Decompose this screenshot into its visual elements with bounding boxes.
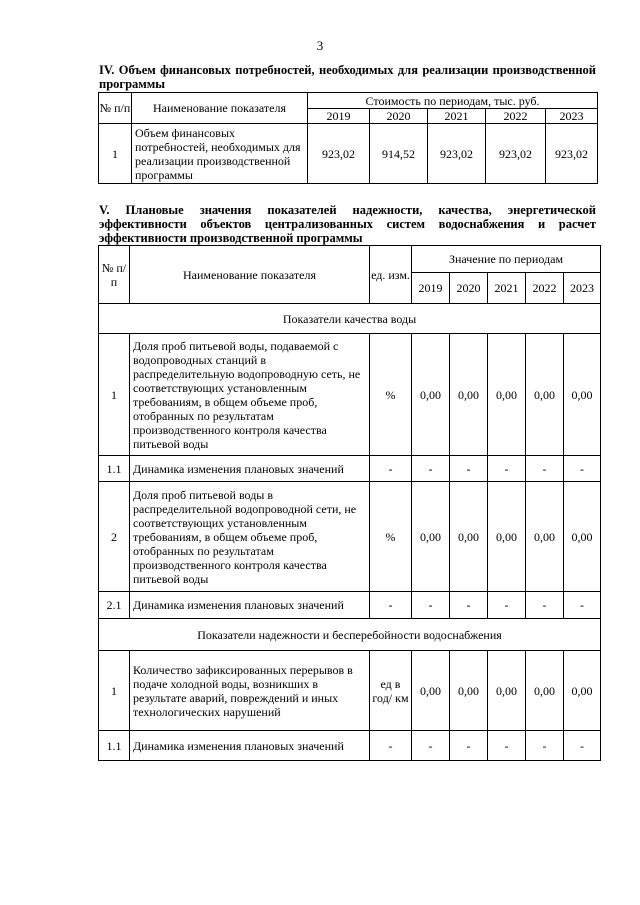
header-cost: Стоимость по периодам, тыс. руб.	[308, 93, 598, 109]
row-num: 1.1	[99, 731, 130, 761]
row-value: 0,00	[412, 651, 450, 731]
table-row	[99, 334, 601, 456]
row-unit: -	[370, 592, 412, 619]
row-value: -	[526, 456, 564, 482]
row-value: 0,00	[564, 334, 601, 456]
row-num: 1	[99, 124, 132, 184]
row-value: -	[564, 592, 601, 619]
row-name: Динамика изменения плановых значений	[130, 592, 370, 619]
row-value: 0,00	[526, 482, 564, 592]
header-year: 2022	[486, 109, 546, 124]
header-year: 2021	[428, 109, 486, 124]
row-value: -	[488, 731, 526, 761]
row-value: 923,02	[308, 124, 370, 184]
section-v-heading: V. Плановые значения показателей надежности, качества, энергетической эффективности объектов централизованных систем водоснабжения и расчет эффективности производственной программы	[99, 203, 596, 245]
row-value: -	[488, 456, 526, 482]
row-value: -	[412, 456, 450, 482]
header-unit: ед. изм.	[370, 246, 412, 304]
row-value: -	[450, 456, 488, 482]
table-row	[99, 592, 601, 619]
row-value: 923,02	[546, 124, 598, 184]
indicators-table	[98, 245, 601, 761]
row-name: Динамика изменения плановых значений	[130, 731, 370, 761]
header-year: 2022	[526, 273, 564, 304]
header-year: 2020	[370, 109, 428, 124]
row-value: 0,00	[412, 482, 450, 592]
row-value: 0,00	[450, 651, 488, 731]
row-num: 2	[99, 482, 130, 592]
table-row	[99, 124, 598, 184]
group-title: Показатели качества воды	[99, 304, 601, 334]
row-value: -	[450, 731, 488, 761]
row-value: 914,52	[370, 124, 428, 184]
row-value: 0,00	[564, 482, 601, 592]
header-name: Наименование показателя	[130, 246, 370, 304]
header-num: № п/п	[99, 246, 130, 304]
row-name: Доля проб питьевой воды, подаваемой с водопроводных станций в распределительную водопроводную сеть, не соответствующих установленным требованиям, в общем объеме проб, отобранных по результатам производственного контроля качества питьевой воды	[130, 334, 370, 456]
row-value: 0,00	[412, 334, 450, 456]
row-num: 1	[99, 334, 130, 456]
row-value: 0,00	[488, 651, 526, 731]
row-name: Доля проб питьевой воды в распределительной водопроводной сети, не соответствующих установленным требованиям, в общем объеме проб, отобранных по результатам производственного контроля качества питьевой воды	[130, 482, 370, 592]
row-value: 0,00	[450, 334, 488, 456]
row-unit: -	[370, 456, 412, 482]
section-iv-heading: IV. Объем финансовых потребностей, необходимых для реализации производственной программы	[99, 63, 596, 91]
row-num: 1	[99, 651, 130, 731]
group-title: Показатели надежности и бесперебойности водоснабжения	[99, 619, 601, 651]
row-value: -	[526, 731, 564, 761]
row-value: 923,02	[486, 124, 546, 184]
row-num: 1.1	[99, 456, 130, 482]
row-value: 923,02	[428, 124, 486, 184]
row-unit: %	[370, 334, 412, 456]
row-value: -	[450, 592, 488, 619]
header-year: 2021	[488, 273, 526, 304]
row-value: 0,00	[564, 651, 601, 731]
row-value: 0,00	[526, 334, 564, 456]
row-value: -	[412, 731, 450, 761]
table-row	[99, 456, 601, 482]
row-unit: %	[370, 482, 412, 592]
row-value: -	[526, 592, 564, 619]
header-period: Значение по периодам	[412, 246, 601, 273]
row-value: -	[412, 592, 450, 619]
header-num: № п/п	[99, 93, 132, 124]
row-value: -	[488, 592, 526, 619]
header-year: 2019	[308, 109, 370, 124]
financial-needs-table	[98, 92, 598, 184]
header-year: 2019	[412, 273, 450, 304]
row-num: 2.1	[99, 592, 130, 619]
table-row	[99, 651, 601, 731]
table-row	[99, 482, 601, 592]
row-value: -	[564, 731, 601, 761]
row-unit: -	[370, 731, 412, 761]
header-year: 2020	[450, 273, 488, 304]
header-year: 2023	[546, 109, 598, 124]
row-value: -	[564, 456, 601, 482]
row-value: 0,00	[488, 482, 526, 592]
page-number: 3	[316, 38, 324, 53]
row-name: Динамика изменения плановых значений	[130, 456, 370, 482]
header-name: Наименование показателя	[132, 93, 308, 124]
header-year: 2023	[564, 273, 601, 304]
row-value: 0,00	[526, 651, 564, 731]
row-name: Количество зафиксированных перерывов в подаче холодной воды, возникших в результате аварий, повреждений и иных технологических нарушений	[130, 651, 370, 731]
table-row	[99, 731, 601, 761]
row-name: Объем финансовых потребностей, необходимых для реализации производственной программы	[132, 124, 308, 184]
row-value: 0,00	[450, 482, 488, 592]
row-unit: ед в год/ км	[370, 651, 412, 731]
row-value: 0,00	[488, 334, 526, 456]
